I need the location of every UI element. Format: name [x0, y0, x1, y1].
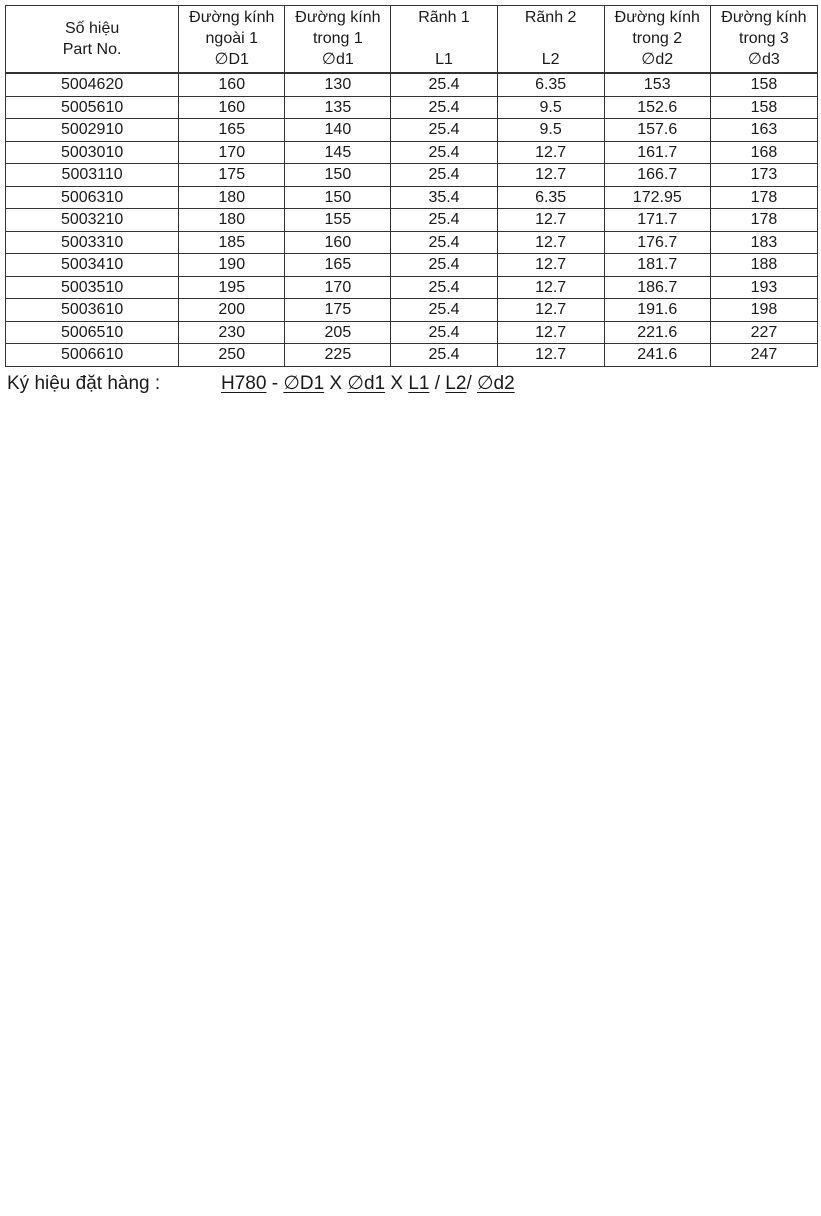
cell-inner-diameter-1: 150 — [285, 164, 391, 187]
cell-inner-diameter-1: 155 — [285, 209, 391, 232]
cell-part-no: 5002910 — [6, 119, 179, 142]
cell-groove-1: 25.4 — [391, 321, 497, 344]
order-code-term: ∅d2 — [477, 373, 515, 394]
header-line: ∅d2 — [641, 51, 674, 68]
cell-inner-diameter-3: 158 — [710, 96, 817, 119]
cell-inner-diameter-2: 152.6 — [604, 96, 710, 119]
cell-part-no: 5005610 — [6, 96, 179, 119]
table-row — [6, 119, 818, 142]
header-line: ∅D1 — [214, 51, 249, 68]
cell-part-no: 5003310 — [6, 231, 179, 254]
cell-inner-diameter-1: 145 — [285, 141, 391, 164]
table-row — [6, 231, 818, 254]
cell-inner-diameter-3: 247 — [710, 344, 817, 367]
cell-part-no: 5006610 — [6, 344, 179, 367]
cell-outer-diameter-1: 180 — [179, 186, 285, 209]
table-body — [6, 73, 818, 367]
cell-outer-diameter-1: 185 — [179, 231, 285, 254]
cell-part-no: 5006510 — [6, 321, 179, 344]
cell-part-no: 5003410 — [6, 254, 179, 277]
cell-outer-diameter-1: 190 — [179, 254, 285, 277]
cell-inner-diameter-2: 172.95 — [604, 186, 710, 209]
cell-inner-diameter-2: 191.6 — [604, 299, 710, 322]
header-line: Đường kính — [295, 9, 381, 26]
cell-groove-1: 35.4 — [391, 186, 497, 209]
header-blank-line — [391, 28, 496, 49]
table-row — [6, 344, 818, 367]
header-line: Đường kính — [189, 9, 275, 26]
spec-table — [5, 5, 818, 367]
cell-groove-2: 12.7 — [497, 299, 604, 322]
cell-groove-1: 25.4 — [391, 141, 497, 164]
cell-inner-diameter-1: 160 — [285, 231, 391, 254]
cell-groove-2: 9.5 — [497, 96, 604, 119]
table-row — [6, 276, 818, 299]
cell-inner-diameter-3: 193 — [710, 276, 817, 299]
cell-groove-2: 12.7 — [497, 321, 604, 344]
cell-inner-diameter-1: 130 — [285, 74, 391, 97]
cell-outer-diameter-1: 230 — [179, 321, 285, 344]
header-inner-diameter-3 — [710, 6, 817, 73]
cell-groove-2: 9.5 — [497, 119, 604, 142]
cell-groove-2: 12.7 — [497, 164, 604, 187]
cell-inner-diameter-3: 178 — [710, 209, 817, 232]
order-code-term: L2 — [445, 373, 467, 394]
header-line: Part No. — [62, 41, 122, 58]
cell-groove-2: 12.7 — [497, 276, 604, 299]
cell-inner-diameter-2: 176.7 — [604, 231, 710, 254]
header-blank-line — [498, 28, 604, 49]
cell-part-no: 5003510 — [6, 276, 179, 299]
cell-inner-diameter-1: 205 — [285, 321, 391, 344]
cell-inner-diameter-3: 163 — [710, 119, 817, 142]
table-row — [6, 186, 818, 209]
header-line: trong 2 — [632, 30, 683, 47]
order-code-term: ∅D1 — [283, 373, 325, 394]
header-inner-diameter-2 — [604, 6, 710, 73]
cell-inner-diameter-1: 165 — [285, 254, 391, 277]
cell-inner-diameter-2: 157.6 — [604, 119, 710, 142]
cell-groove-2: 12.7 — [497, 344, 604, 367]
cell-inner-diameter-2: 221.6 — [604, 321, 710, 344]
cell-part-no: 5003110 — [6, 164, 179, 187]
cell-inner-diameter-1: 140 — [285, 119, 391, 142]
order-code-term: L1 — [408, 373, 430, 394]
cell-outer-diameter-1: 160 — [179, 74, 285, 97]
cell-groove-2: 12.7 — [497, 141, 604, 164]
cell-inner-diameter-3: 168 — [710, 141, 817, 164]
cell-groove-1: 25.4 — [391, 299, 497, 322]
order-code-term: H780 — [221, 373, 267, 394]
cell-inner-diameter-1: 135 — [285, 96, 391, 119]
order-code-separator: X — [324, 373, 348, 394]
header-line: ∅d1 — [322, 51, 354, 68]
header-outer-diameter-1 — [179, 6, 285, 73]
header-inner-diameter-1 — [285, 6, 391, 73]
header-line: ∅d3 — [748, 51, 780, 68]
cell-inner-diameter-1: 150 — [285, 186, 391, 209]
cell-groove-2: 12.7 — [497, 254, 604, 277]
header-line: trong 1 — [312, 30, 363, 47]
cell-part-no: 5004620 — [6, 74, 179, 97]
cell-groove-1: 25.4 — [391, 96, 497, 119]
cell-inner-diameter-2: 186.7 — [604, 276, 710, 299]
order-code-formula — [221, 373, 515, 394]
cell-inner-diameter-3: 173 — [710, 164, 817, 187]
table-row — [6, 74, 818, 97]
table-row — [6, 299, 818, 322]
order-code-separator: - — [266, 373, 284, 394]
header-part-no — [6, 6, 179, 73]
header-groove-1 — [391, 6, 497, 73]
table-row — [6, 321, 818, 344]
table-row — [6, 96, 818, 119]
cell-inner-diameter-3: 178 — [710, 186, 817, 209]
cell-inner-diameter-1: 170 — [285, 276, 391, 299]
header-line: Đường kính — [614, 9, 700, 26]
cell-outer-diameter-1: 200 — [179, 299, 285, 322]
table-row — [6, 141, 818, 164]
cell-groove-1: 25.4 — [391, 276, 497, 299]
header-line: L2 — [541, 51, 560, 68]
header-line: Đường kính — [721, 9, 807, 26]
cell-groove-2: 6.35 — [497, 186, 604, 209]
order-code-line — [7, 372, 515, 396]
cell-inner-diameter-1: 175 — [285, 299, 391, 322]
cell-inner-diameter-2: 153 — [604, 74, 710, 97]
cell-outer-diameter-1: 250 — [179, 344, 285, 367]
cell-groove-1: 25.4 — [391, 74, 497, 97]
cell-inner-diameter-1: 225 — [285, 344, 391, 367]
order-code-term: ∅d1 — [347, 373, 386, 394]
cell-inner-diameter-3: 188 — [710, 254, 817, 277]
cell-groove-1: 25.4 — [391, 254, 497, 277]
cell-outer-diameter-1: 195 — [179, 276, 285, 299]
header-groove-2 — [497, 6, 604, 73]
cell-inner-diameter-2: 171.7 — [604, 209, 710, 232]
cell-outer-diameter-1: 165 — [179, 119, 285, 142]
table-header — [6, 6, 818, 73]
cell-inner-diameter-2: 161.7 — [604, 141, 710, 164]
cell-groove-1: 25.4 — [391, 209, 497, 232]
cell-inner-diameter-3: 158 — [710, 74, 817, 97]
cell-part-no: 5006310 — [6, 186, 179, 209]
header-line: Số hiệu — [64, 20, 120, 37]
order-code-separator: / — [429, 373, 446, 394]
order-code-label: Ký hiệu đặt hàng : — [7, 373, 161, 394]
cell-inner-diameter-2: 241.6 — [604, 344, 710, 367]
cell-inner-diameter-3: 227 — [710, 321, 817, 344]
cell-groove-1: 25.4 — [391, 344, 497, 367]
cell-outer-diameter-1: 170 — [179, 141, 285, 164]
cell-groove-2: 6.35 — [497, 74, 604, 97]
header-line: Rãnh 1 — [418, 9, 470, 26]
cell-groove-2: 12.7 — [497, 231, 604, 254]
order-code-separator: / — [466, 373, 477, 394]
cell-part-no: 5003210 — [6, 209, 179, 232]
header-line: trong 3 — [739, 30, 789, 47]
cell-groove-1: 25.4 — [391, 231, 497, 254]
cell-inner-diameter-2: 166.7 — [604, 164, 710, 187]
cell-part-no: 5003610 — [6, 299, 179, 322]
header-line: ngoài 1 — [205, 30, 259, 47]
header-line: Rãnh 2 — [524, 9, 577, 26]
cell-outer-diameter-1: 160 — [179, 96, 285, 119]
table-row — [6, 209, 818, 232]
cell-outer-diameter-1: 175 — [179, 164, 285, 187]
header-row — [6, 6, 818, 73]
cell-inner-diameter-2: 181.7 — [604, 254, 710, 277]
cell-inner-diameter-3: 198 — [710, 299, 817, 322]
header-line: L1 — [435, 51, 453, 68]
table-row — [6, 164, 818, 187]
cell-groove-1: 25.4 — [391, 164, 497, 187]
cell-inner-diameter-3: 183 — [710, 231, 817, 254]
cell-groove-2: 12.7 — [497, 209, 604, 232]
table-row — [6, 254, 818, 277]
cell-groove-1: 25.4 — [391, 119, 497, 142]
cell-part-no: 5003010 — [6, 141, 179, 164]
order-code-separator: X — [385, 373, 409, 394]
cell-outer-diameter-1: 180 — [179, 209, 285, 232]
